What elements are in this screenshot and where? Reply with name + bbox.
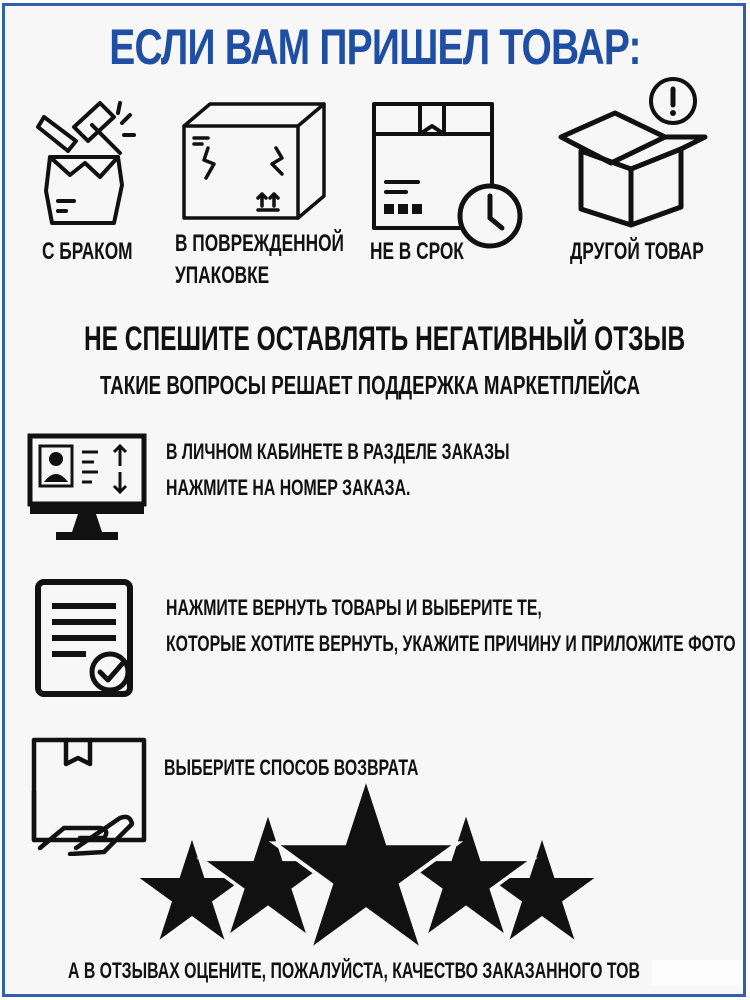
case-label-defect: С БРАКОМ: [42, 238, 133, 265]
step-2-text: НАЖМИТЕ ВЕРНУТЬ ТОВАРЫ И ВЫБЕРИТЕ ТЕ, КОТОРЫЕ ХОТИТЕ ВЕРНУТЬ, УКАЖИТЕ ПРИЧИНУ И ПРИЛОЖИТЕ ФОТО: [166, 595, 736, 656]
watermark-overlay: [652, 960, 742, 986]
return-form-icon: [34, 578, 138, 702]
notice-subline: ТАКИЕ ВОПРОСЫ РЕШАЕТ ПОДДЕРЖКА МАРКЕТПЛЕЙСА: [100, 370, 640, 400]
broken-item-icon: [30, 95, 140, 235]
footer-text: А В ОТЗЫВАХ ОЦЕНИТЕ, ПОЖАЛУЙСТА, КАЧЕСТВО ЗАКАЗАННОГО ТОВ: [68, 958, 640, 983]
damaged-package-icon: [178, 98, 328, 228]
wrong-item-icon: [555, 75, 715, 235]
page-title: ЕСЛИ ВАМ ПРИШЕЛ ТОВАР:: [109, 19, 641, 75]
late-delivery-icon: [370, 100, 525, 250]
account-monitor-icon: [26, 432, 148, 544]
rating-stars: [130, 775, 600, 975]
star-icon: [399, 811, 532, 938]
case-label-late: НЕ В СРОК: [370, 238, 464, 265]
notice-headline: НЕ СПЕШИТЕ ОСТАВЛЯТЬ НЕГАТИВНЫЙ ОТЗЫВ: [84, 320, 686, 358]
case-label-damaged-package: В ПОВРЕЖДЕННОЙ УПАКОВКЕ: [175, 230, 344, 289]
case-label-wrong-item: ДРУГОЙ ТОВАР: [570, 238, 704, 265]
step-3-text: ВЫБЕРИТЕ СПОСОБ ВОЗВРАТА: [164, 755, 419, 780]
step-1-text: В ЛИЧНОМ КАБИНЕТЕ В РАЗДЕЛЕ ЗАКАЗЫ НАЖМИТЕ НА НОМЕР ЗАКАЗА.: [166, 439, 510, 500]
